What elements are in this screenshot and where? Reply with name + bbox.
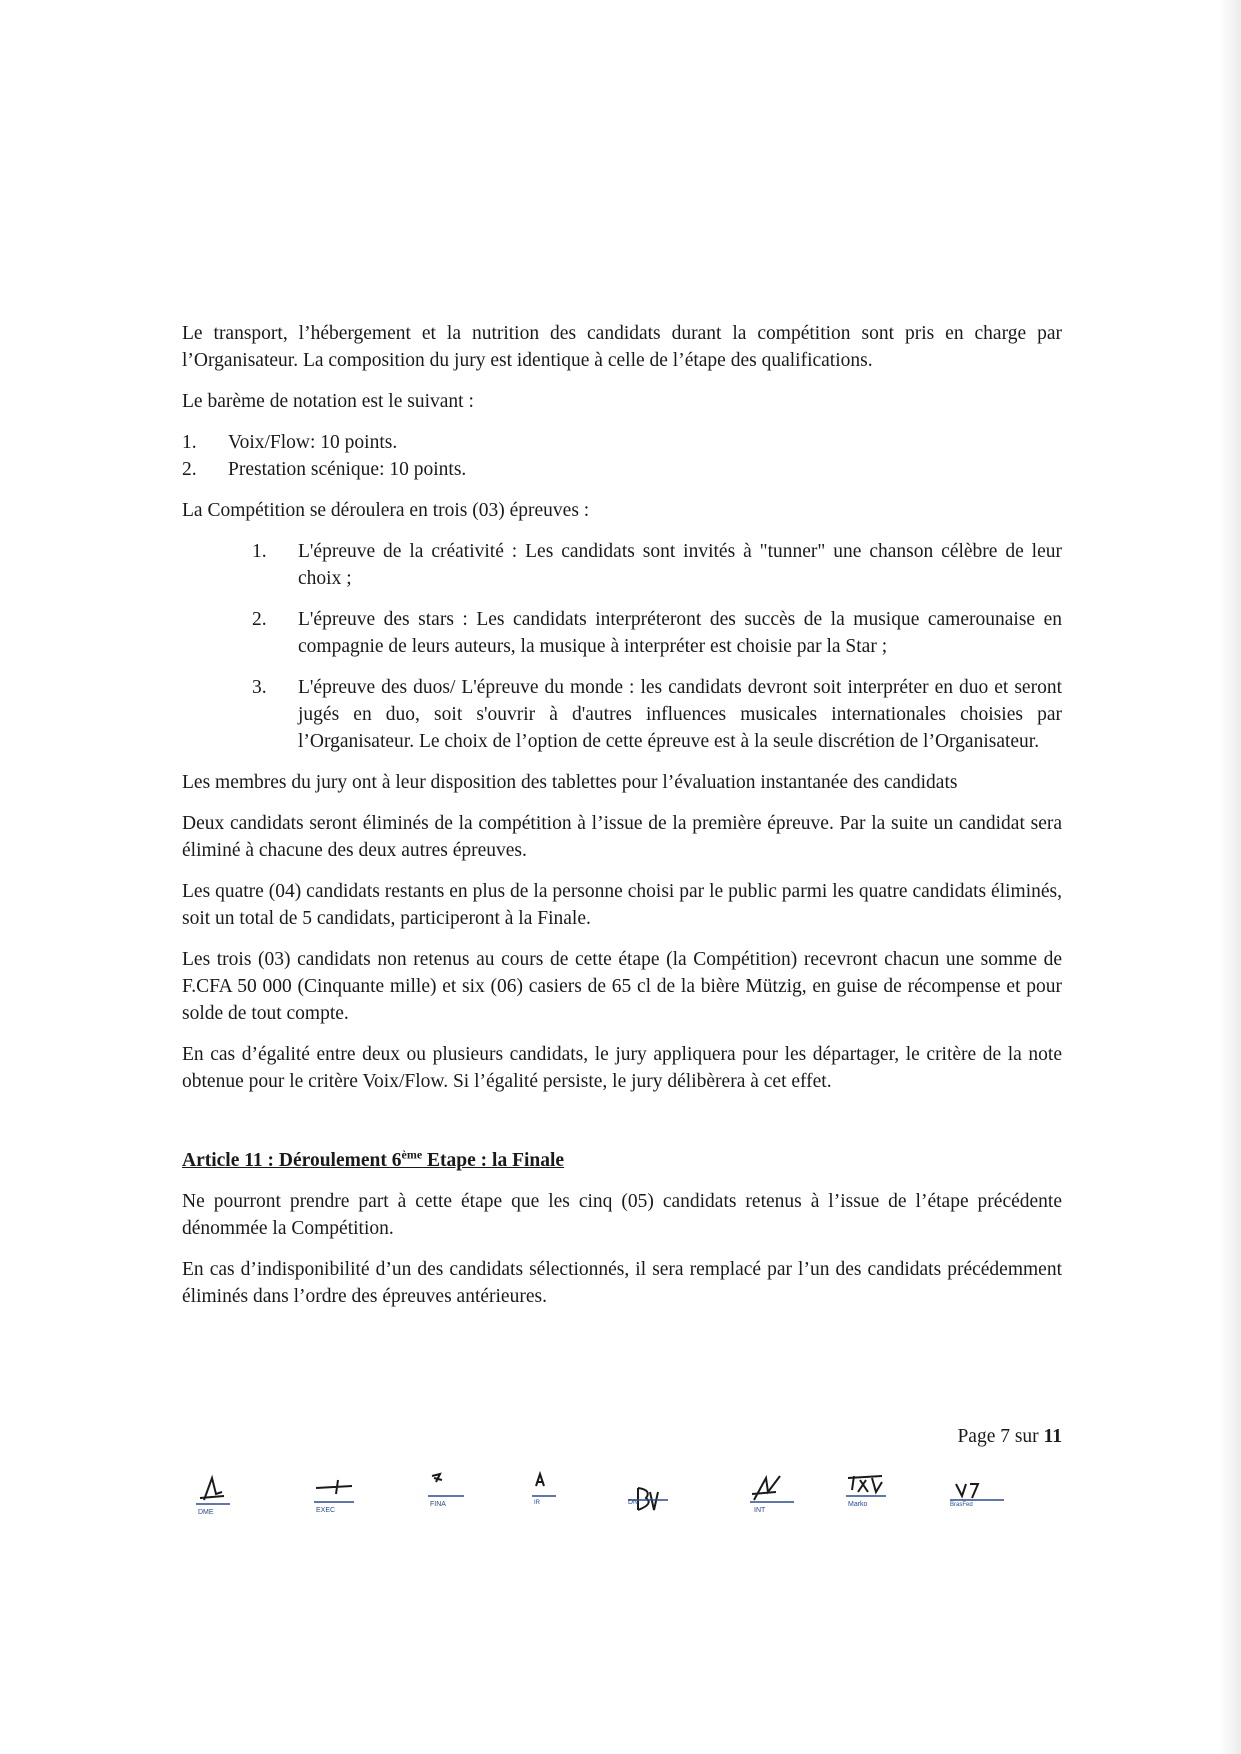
list-number: 2. bbox=[252, 609, 267, 630]
list-text: L'épreuve de la créativité : Les candidats sont invités à "tunner" une chanson célèbre de leur choix ; bbox=[298, 541, 1062, 589]
svg-text:INT: INT bbox=[754, 1507, 766, 1514]
initial-signature-dme bbox=[190, 1470, 250, 1530]
paragraph-finale-replacement: En cas d’indisponibilité d’un des candidats sélectionnés, il sera remplacé par l’un des candidats précédemment éliminés dans l’ordre des épreuves antérieures. bbox=[182, 1259, 1062, 1307]
svg-text:Marko: Marko bbox=[848, 1501, 868, 1508]
list-number: 1. bbox=[182, 432, 197, 453]
paragraph-finalists: Les quatre (04) candidats restants en plus de la personne choisi par le public parmi les quatre candidats éliminés, soit un total de 5 candidats, participeront à la Finale. bbox=[182, 881, 1062, 929]
list-item bbox=[252, 606, 1062, 660]
paragraph-transport: Le transport, l’hébergement et la nutrition des candidats durant la compétition sont pris en charge par l’Organisateur. La composition du jury est identique à celle de l’étape des qualifications. bbox=[182, 323, 1062, 371]
initial-signature-exec bbox=[308, 1470, 368, 1530]
epreuves-list bbox=[252, 538, 1062, 755]
page-number bbox=[900, 1426, 1062, 1448]
page-separator: sur bbox=[1014, 1426, 1039, 1447]
page-total: 11 bbox=[1043, 1426, 1062, 1447]
list-item bbox=[182, 456, 1062, 483]
list-number: 2. bbox=[182, 459, 197, 480]
list-text: L'épreuve des stars : Les candidats interpréteront des succès de la musique camerounaise en compagnie de leurs auteurs, la musique à interpréter est choisie par la Star ; bbox=[298, 609, 1062, 657]
initial-signature-int bbox=[746, 1470, 806, 1530]
initial-signature-dn bbox=[624, 1470, 684, 1530]
initials-row bbox=[190, 1470, 1050, 1530]
page-current: 7 bbox=[1000, 1426, 1010, 1447]
paragraph-jury-tablets: Les membres du jury ont à leur disposition des tablettes pour l’évaluation instantanée des candidats bbox=[182, 772, 958, 793]
initial-signature-marko bbox=[842, 1470, 902, 1530]
paragraph-elimination: Deux candidats seront éliminés de la compétition à l’issue de la première épreuve. Par la suite un candidat sera éliminé à chacune des deux autres épreuves. bbox=[182, 813, 1062, 861]
list-number: 1. bbox=[252, 541, 267, 562]
article-heading-text: Article 11 : Déroulement 6 bbox=[182, 1150, 402, 1171]
initial-signature-ir bbox=[528, 1470, 588, 1530]
page-prefix: Page bbox=[957, 1426, 996, 1447]
initial-signature-fina bbox=[422, 1470, 482, 1530]
svg-text:FINA: FINA bbox=[430, 1501, 446, 1508]
list-item bbox=[252, 538, 1062, 592]
list-text: Prestation scénique: 10 points. bbox=[228, 459, 467, 480]
svg-text:DME: DME bbox=[198, 1509, 214, 1516]
initial-signature-brasfed bbox=[948, 1470, 1008, 1530]
list-item bbox=[252, 674, 1062, 755]
article-heading bbox=[182, 1147, 1062, 1174]
paragraph-bareme: Le barème de notation est le suivant : bbox=[182, 391, 474, 412]
svg-text:BrasFed: BrasFed bbox=[950, 1502, 973, 1508]
article-heading-sup: ème bbox=[401, 1147, 423, 1162]
paragraph-competition-intro: La Compétition se déroulera en trois (03) épreuves : bbox=[182, 500, 590, 521]
list-number: 3. bbox=[252, 677, 267, 698]
svg-text:EXEC: EXEC bbox=[316, 1507, 336, 1514]
article-heading-text-end: Etape : la Finale bbox=[422, 1150, 565, 1171]
scoring-list bbox=[182, 429, 1062, 483]
paragraph-tie-break: En cas d’égalité entre deux ou plusieurs candidats, le jury appliquera pour les départager, le critère de la note obtenue pour le critère Voix/Flow. Si l’égalité persiste, le jury délibèrera à cet effet. bbox=[182, 1044, 1062, 1092]
list-text: L'épreuve des duos/ L'épreuve du monde : les candidats devront soit interpréter en duo et seront jugés en duo, soit s'ouvrir à d'autres influences musicales internationales choisies par l’Organisateur. Le choix de l’option de cette épreuve est à la seule discrétion de l’Organisateur. bbox=[298, 677, 1062, 752]
paragraph-finale-participants: Ne pourront prendre part à cette étape que les cinq (05) candidats retenus à l’issue de l’étape précédente dénommée la Compétition. bbox=[182, 1191, 1062, 1239]
svg-text:DN: DN bbox=[628, 1499, 639, 1506]
list-item bbox=[182, 429, 1062, 456]
svg-text:IR: IR bbox=[534, 1500, 540, 1506]
list-text: Voix/Flow: 10 points. bbox=[228, 432, 398, 453]
document-body bbox=[182, 320, 1062, 1324]
paragraph-reward: Les trois (03) candidats non retenus au cours de cette étape (la Compétition) recevront chacun une somme de F.CFA 50 000 (Cinquante mille) et six (06) casiers de 65 cl de la bière Mützig, en guise de récompense et pour solde de tout compte. bbox=[182, 949, 1062, 1024]
scan-edge-shadow bbox=[1219, 0, 1241, 1754]
